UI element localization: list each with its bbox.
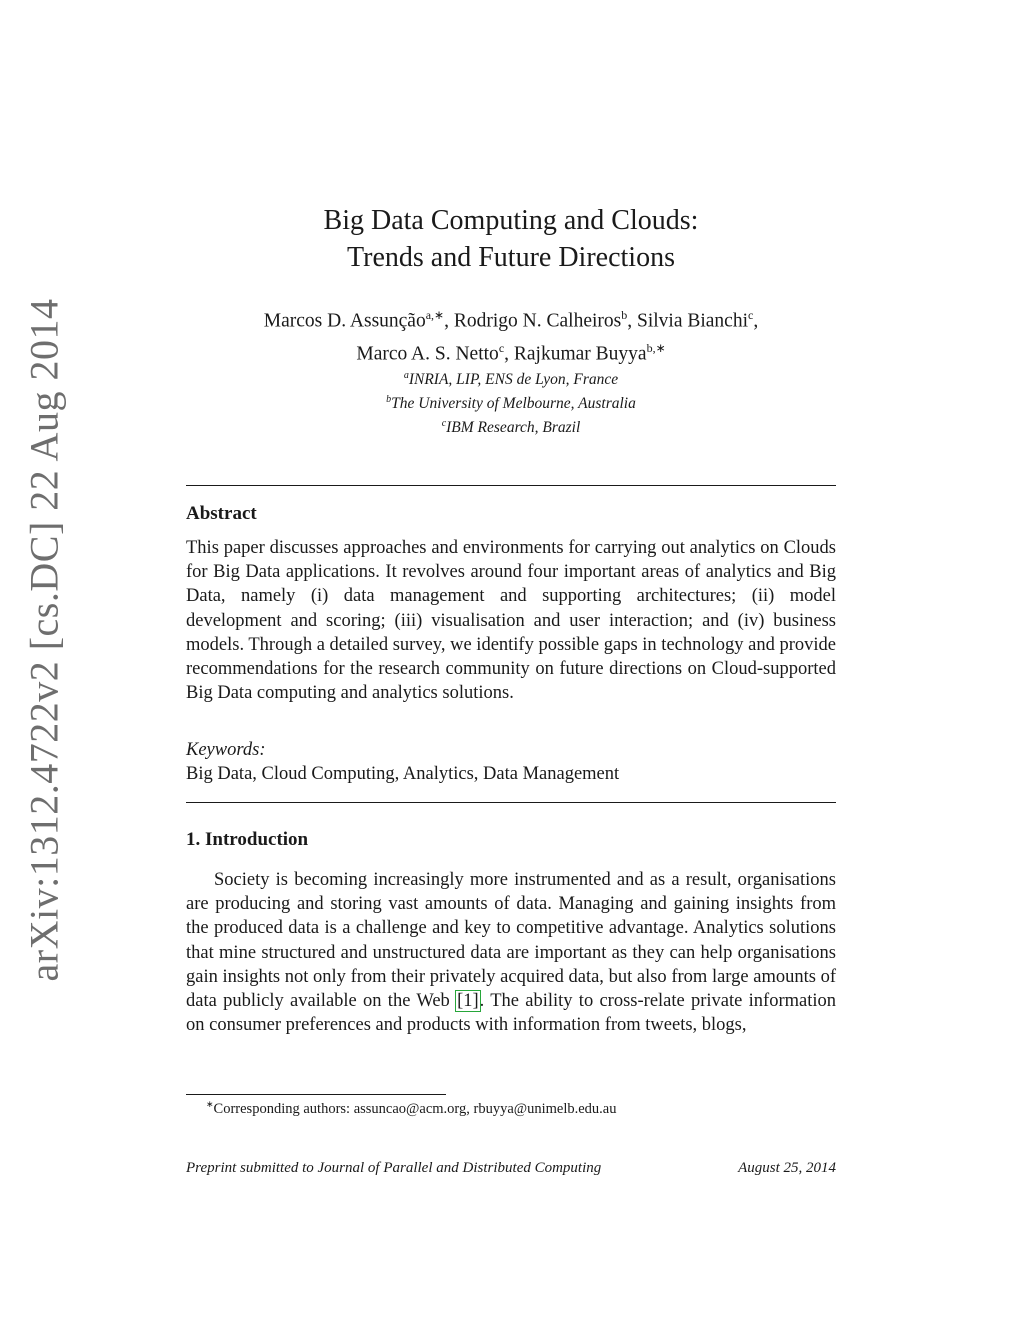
author-name: Rajkumar Buyya	[513, 343, 647, 364]
corresponding-author-footnote: ∗Corresponding authors: assuncao@acm.org, rbuyya@unimelb.edu.au	[206, 1099, 617, 1117]
author-name: Silvia Bianchi	[636, 310, 748, 332]
citation-link[interactable]: [1]	[457, 991, 479, 1012]
author-name: Marcos D. Assunção	[263, 310, 426, 332]
abstract-top-rule	[186, 485, 836, 486]
author-affil-mark: a,∗	[425, 308, 445, 322]
title-line-1: Big Data Computing and Clouds:	[323, 205, 699, 236]
author-affil-mark: b	[621, 308, 628, 322]
title-line-2: Trends and Future Directions	[347, 242, 675, 273]
author-line-2: Marco A. S. Netto$^c$, Rajkumar Buyya$^{b,∗}$	[356, 340, 666, 364]
author-affil-mark: b,∗	[646, 340, 666, 355]
affiliation-a: $^a$INRIA, LIP, ENS de Lyon, France	[403, 370, 619, 389]
affiliation-c: $^c$IBM Research, Brazil	[441, 418, 581, 437]
abstract-bottom-rule	[186, 802, 836, 803]
affiliations	[186, 366, 836, 438]
author-affil-mark: c	[748, 308, 754, 322]
author-name: Marco A. S. Netto	[356, 343, 499, 364]
paper-title	[186, 202, 836, 276]
author-name: Rodrigo N. Calheiros	[453, 310, 622, 332]
abstract-heading: Abstract	[186, 503, 257, 524]
keywords-text: Big Data, Cloud Computing, Analytics, Data Management	[186, 764, 620, 784]
submission-date: August 25, 2014	[738, 1160, 836, 1176]
preprint-notice: Preprint submitted to Journal of Parallel and Distributed Computing	[186, 1160, 602, 1176]
introduction-paragraph: Society is becoming increasingly more instrumented and as a result, organisations are producing and storing vast amounts of data. Managing and gaining insights from the produced data is a challenge and key to competitive advantage. Analytics solutions that mine structured and unstructured data are important as they can help organisations gain insights not only from their privately acquired data, but also from large amounts of data publicly available on the Web [1]. The ability to cross-relate private information on consumer preferences and products with information from tweets, blogs,	[186, 870, 836, 1036]
abstract-text	[186, 536, 836, 705]
abstract-paragraph: This paper discusses approaches and environments for carrying out analytics on Clouds for Big Data applications. It revolves around four important areas of analytics and Big Data, namely (i) data management and supporting architectures; (ii) model development and scoring; (iii) visualisation and user interaction; and (iv) business models. Through a detailed survey, we identify possible gaps in technology and provide recommendations for the research community on future directions on Cloud-supported Big Data computing and analytics solutions.	[186, 538, 836, 704]
author-affil-mark: c	[498, 340, 505, 355]
introduction-text	[186, 868, 836, 1037]
arxiv-identifier: arXiv:1312.4722v2 [cs.DC] 22 Aug 2014	[21, 298, 67, 982]
footnote-rule	[186, 1094, 446, 1095]
author-line-1: Marcos D. Assunção$^{a,∗}$, Rodrigo N. Calheiros$^b$, Silvia Bianchi$^c$,	[263, 308, 759, 332]
introduction-heading: 1. Introduction	[186, 829, 309, 850]
keywords-label: Keywords:	[186, 740, 266, 760]
author-list	[186, 302, 836, 367]
affiliation-b: $^b$The University of Melbourne, Australia	[386, 394, 636, 413]
